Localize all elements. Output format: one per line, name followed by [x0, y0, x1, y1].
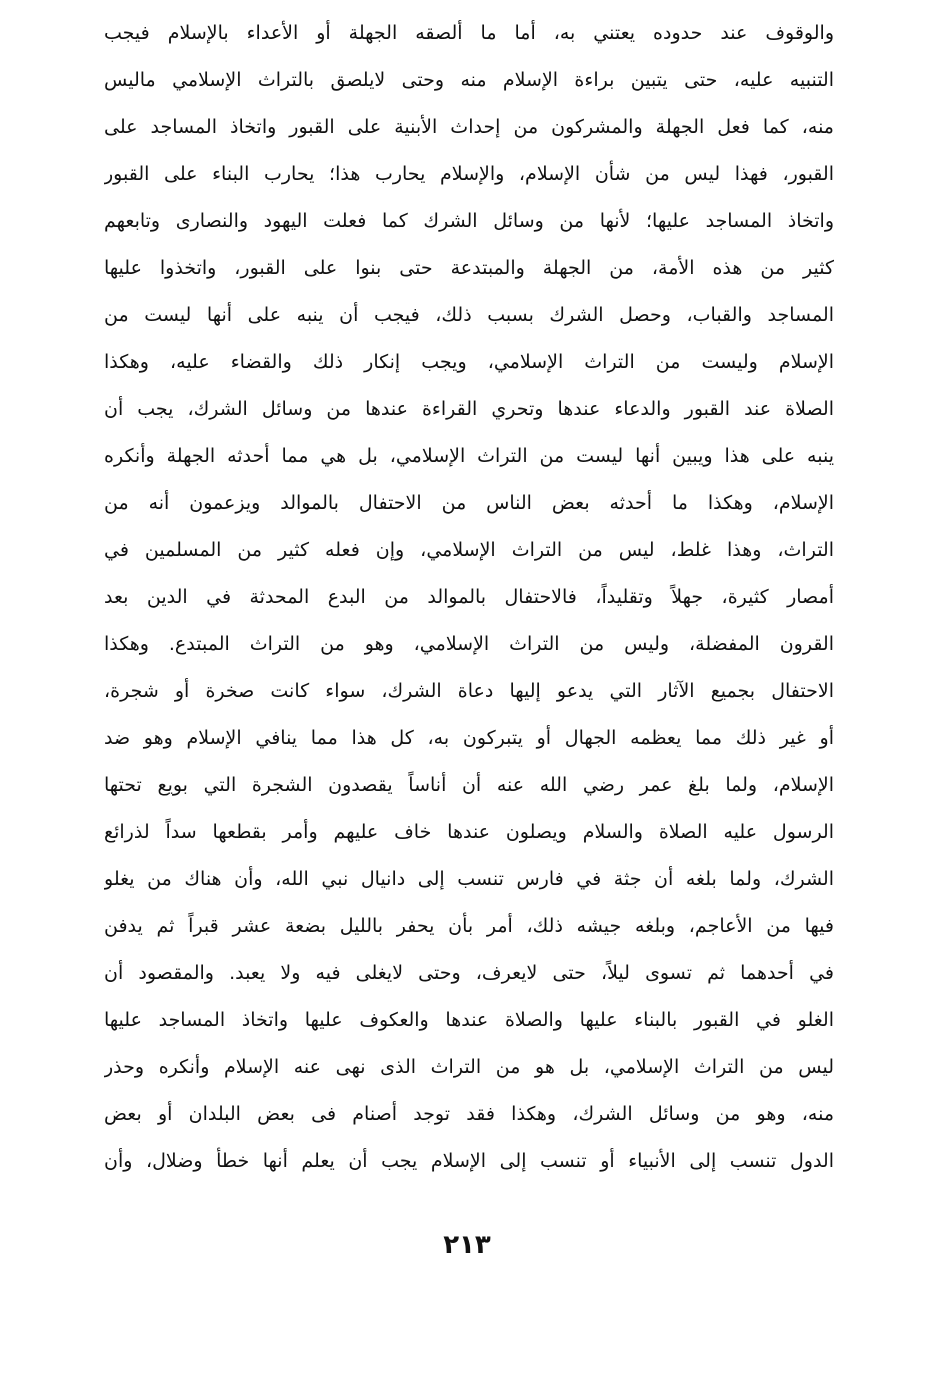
text-line: التنبيه عليه، حتى يتبين براءة الإسلام منه وحتى لايلصق بالتراث الإسلامي ماليس [104, 69, 834, 91]
text-line: أو غير ذلك مما يعظمه الجهال أو يتبركون به، كل هذا مما ينافي الإسلام وهو ضد [104, 727, 834, 749]
text-line: منه، كما فعل الجهلة والمشركون من إحداث الأبنية على القبور واتخاذ المساجد على [104, 116, 834, 138]
body-text [104, 10, 834, 1185]
page-number: ٢١٣ [443, 1230, 491, 1260]
text-line: ليس من التراث الإسلامي، بل هو من التراث الذى نهى عنه الإسلام وأنكره وحذر [104, 1056, 834, 1078]
text-line: فيها من الأعاجم، وبلغه جيشه ذلك، أمر بأن يحفر بالليل بضعة عشر قبراً ثم يدفن [104, 915, 834, 937]
text-line: الإسلام، ولما بلغ عمر رضي الله عنه أن أناساً يقصدون الشجرة التي بويع تحتها [104, 774, 834, 796]
text-line: والوقوف عند حدوده يعتني به، أما ما ألصقه الجهلة أو الأعداء بالإسلام فيجب [104, 22, 834, 44]
text-line: الإسلام وليست من التراث الإسلامي، ويجب إنكار ذلك والقضاء عليه، وهكذا [104, 351, 834, 373]
text-line: القبور، فهذا ليس من شأن الإسلام، والإسلام يحارب هذا؛ يحارب البناء على القبور [104, 163, 834, 185]
text-line: ينبه على هذا ويبين أنها ليست من التراث الإسلامي، بل هي مما أحدثه الجهلة وأنكره [104, 445, 834, 467]
text-line: الصلاة عند القبور والدعاء عندها وتحري القراءة عندها من وسائل الشرك، يجب أن [104, 398, 834, 420]
text-line: الاحتفال بجميع الآثار التي يدعو إليها دعاة الشرك، سواء كانت صخرة أو شجرة، [104, 680, 834, 702]
text-line: الغلو في القبور بالبناء عليها والصلاة عندها والعكوف عليها واتخاذ المساجد عليها [104, 1009, 834, 1031]
text-line: الشرك، ولما بلغه أن جثة في فارس تنسب إلى دانيال نبي الله، وأن هناك من يغلو [104, 868, 834, 890]
text-line: المساجد والقباب، وحصل الشرك بسبب ذلك، فيجب أن ينبه على أنها ليست من [104, 304, 834, 326]
text-line: أمصار كثيرة، جهلاً وتقليداً، فالاحتفال بالموالد من البدع المحدثة في الدين بعد [104, 586, 834, 608]
text-line: القرون المفضلة، وليس من التراث الإسلامي، وهو من التراث المبتدع. وهكذا [104, 633, 834, 655]
text-line: كثير من هذه الأمة، من الجهلة والمبتدعة حتى بنوا على القبور، واتخذوا عليها [104, 257, 834, 279]
text-line: واتخاذ المساجد عليها؛ لأنها من وسائل الشرك كما فعلت اليهود والنصارى وتابعهم [104, 210, 834, 232]
text-line: الدول تنسب إلى الأنبياء أو تنسب إلى الإسلام يجب أن يعلم أنها خطأ وضلال، وأن [104, 1150, 834, 1172]
text-line: منه، وهو من وسائل الشرك، وهكذا فقد توجد أصنام فى بعض البلدان أو بعض [104, 1103, 834, 1125]
text-line: في أحدهما ثم تسوى ليلاً، حتى لايعرف، وحتى لايغلى فيه ولا يعبد. والمقصود أن [104, 962, 834, 984]
text-line: التراث، وهذا غلط، ليس من التراث الإسلامي، وإن فعله كثير من المسلمين في [104, 539, 834, 561]
text-line: الإسلام، وهكذا ما أحدثه بعض الناس من الاحتفال بالموالد ويزعمون أنه من [104, 492, 834, 514]
text-line: الرسول عليه الصلاة والسلام ويصلون عندها خاف عليهم وأمر بقطعها سداً لذرائع [104, 821, 834, 843]
